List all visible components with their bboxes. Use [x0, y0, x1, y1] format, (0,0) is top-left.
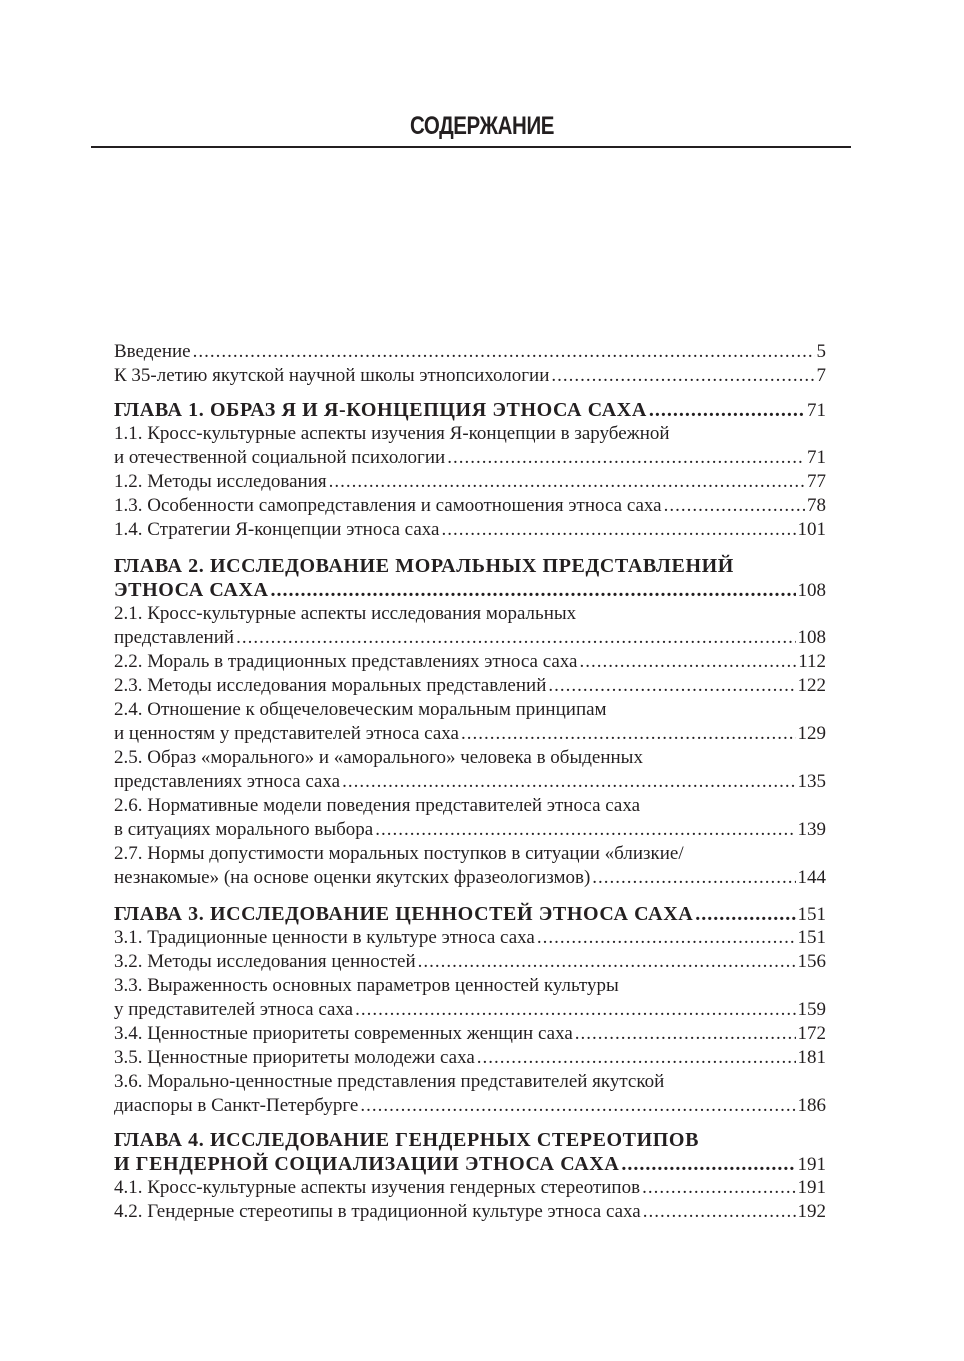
entry-title: 1.1. Кросс-культурные аспекты изучения Я-концепции в зарубежной: [114, 423, 670, 444]
page-number: 172: [797, 1023, 826, 1044]
entry-title: 4.1. Кросс-культурные аспекты изучения гендерных стереотипов: [114, 1177, 641, 1198]
page-number: 159: [797, 999, 826, 1020]
chapter-title: ГЛАВА 3. ИССЛЕДОВАНИЕ ЦЕННОСТЕЙ ЭТНОСА САХА: [114, 903, 694, 925]
page-number: 108: [797, 627, 826, 648]
entry-title: 3.4. Ценностные приоритеты современных женщин саха: [114, 1023, 573, 1044]
dot-leader: [551, 364, 814, 388]
dot-leader: [580, 650, 797, 674]
entry-title: 2.3. Методы исследования моральных представлений: [114, 675, 547, 696]
toc-entry-2-7[interactable]: [114, 866, 826, 890]
page-number: 151: [797, 927, 826, 948]
toc-entry-2-7-line1[interactable]: [114, 842, 826, 866]
toc-entry-2-6[interactable]: [114, 818, 826, 842]
page-number: 71: [807, 400, 826, 421]
toc-entry-3-5[interactable]: [114, 1046, 826, 1070]
entry-title: 3.3. Выраженность основных параметров ценностей культуры: [114, 975, 619, 996]
toc-entry-2-2[interactable]: [114, 650, 826, 674]
dot-leader: [575, 1022, 796, 1046]
page-number: 108: [797, 580, 826, 601]
dot-leader: [355, 998, 795, 1022]
dot-leader: [375, 818, 795, 842]
page-number: 71: [807, 447, 826, 468]
page-number: 122: [797, 675, 826, 696]
dot-leader: [441, 518, 795, 542]
toc-entry-3-1[interactable]: [114, 926, 826, 950]
toc-entry-3-6-line1[interactable]: [114, 1070, 826, 1094]
toc-entry-2-4-line1[interactable]: [114, 698, 826, 722]
entry-title: диаспоры в Санкт-Петербурге: [114, 1095, 359, 1116]
page-number: 77: [807, 471, 826, 492]
entry-title: представлений: [114, 627, 235, 648]
dot-leader: [342, 770, 795, 794]
entry-title: и ценностям у представителей этноса саха: [114, 723, 459, 744]
entry-title: 1.2. Методы исследования: [114, 471, 327, 492]
toc-entry-2-5[interactable]: [114, 770, 826, 794]
entry-title: 3.1. Традиционные ценности в культуре этноса саха: [114, 927, 535, 948]
chapter-title: ГЛАВА 2. ИССЛЕДОВАНИЕ МОРАЛЬНЫХ ПРЕДСТАВЛЕНИЙ: [114, 555, 734, 577]
entry-title: 4.2. Гендерные стереотипы в традиционной культуре этноса саха: [114, 1201, 641, 1222]
entry-title: у представителей этноса саха: [114, 999, 354, 1020]
entry-title: 1.4. Стратегии Я-концепции этноса саха: [114, 519, 440, 540]
chapter-title: ГЛАВА 1. ОБРАЗ Я И Я-КОНЦЕПЦИЯ ЭТНОСА САХА: [114, 399, 647, 421]
page-number: 5: [816, 341, 826, 362]
dot-leader: [649, 398, 805, 422]
dot-leader: [447, 446, 805, 470]
dot-leader: [329, 470, 805, 494]
page-number: 181: [797, 1047, 826, 1068]
toc-entry-3-3-line1[interactable]: [114, 974, 826, 998]
page-number: 129: [797, 723, 826, 744]
entry-title: 1.3. Особенности самопредставления и самоотношения этноса саха: [114, 495, 662, 516]
dot-leader: [537, 926, 796, 950]
entry-title: 2.2. Мораль в традиционных представлениях этноса саха: [114, 651, 578, 672]
page-number: 186: [797, 1095, 826, 1116]
toc-entry-2-1-line1[interactable]: [114, 602, 826, 626]
chapter-title: ГЛАВА 4. ИССЛЕДОВАНИЕ ГЕНДЕРНЫХ СТЕРЕОТИПОВ: [114, 1129, 700, 1151]
page-number: 112: [798, 651, 826, 672]
toc-chapter-1[interactable]: [114, 398, 826, 422]
entry-title: 2.7. Нормы допустимости моральных поступков в ситуации «близкие/: [114, 843, 684, 864]
dot-leader: [418, 950, 796, 974]
toc-entry-1-4[interactable]: [114, 518, 826, 542]
toc-entry-2-3[interactable]: [114, 674, 826, 698]
entry-title: 2.1. Кросс-культурные аспекты исследования моральных: [114, 603, 577, 624]
page-number: 156: [797, 951, 826, 972]
dot-leader: [477, 1046, 796, 1070]
dot-leader: [236, 626, 795, 650]
toc-entry-3-6[interactable]: [114, 1094, 826, 1118]
toc-chapter-2-line1[interactable]: [114, 554, 826, 578]
toc-entry-2-6-line1[interactable]: [114, 794, 826, 818]
dot-leader: [664, 494, 805, 518]
page-number: 191: [797, 1154, 826, 1175]
toc-entry-1-1-line1[interactable]: [114, 422, 826, 446]
dot-leader: [643, 1200, 796, 1224]
entry-title: К 35-летию якутской научной школы этнопсихологии: [114, 365, 550, 386]
toc-chapter-3[interactable]: [114, 902, 826, 926]
dot-leader: [360, 1094, 795, 1118]
page-number: 192: [797, 1201, 826, 1222]
toc-entry-4-1[interactable]: [114, 1176, 826, 1200]
toc-chapter-2[interactable]: [114, 578, 826, 602]
entry-title: 2.6. Нормативные модели поведения представителей этноса саха: [114, 795, 641, 816]
dot-leader: [592, 866, 795, 890]
toc-chapter-4-line1[interactable]: [114, 1128, 826, 1152]
entry-title: незнакомые» (на основе оценки якутских фразеологизмов): [114, 867, 591, 888]
page-number: 191: [797, 1177, 826, 1198]
page-number: 7: [816, 365, 826, 386]
dot-leader: [695, 902, 795, 926]
title-rule: [91, 146, 851, 148]
entry-title: Введение: [114, 341, 191, 362]
entry-title: 2.4. Отношение к общечеловеческим моральным принципам: [114, 699, 607, 720]
toc-entry-1-2[interactable]: [114, 470, 826, 494]
dot-leader: [642, 1176, 795, 1200]
page-number: 139: [797, 819, 826, 840]
page-number: 151: [797, 904, 826, 925]
entry-title: 2.5. Образ «морального» и «аморального» человека в обыденных: [114, 747, 643, 768]
toc-entry-3-3[interactable]: [114, 998, 826, 1022]
toc-entry-2-5-line1[interactable]: [114, 746, 826, 770]
dot-leader: [621, 1152, 795, 1176]
toc-entry-4-2[interactable]: [114, 1200, 826, 1224]
toc-entry-intro[interactable]: [114, 340, 826, 364]
page-number: 135: [797, 771, 826, 792]
toc-entry-2-4[interactable]: [114, 722, 826, 746]
entry-title: 3.6. Морально-ценностные представления представителей якутской: [114, 1071, 665, 1092]
dot-leader: [271, 578, 796, 602]
toc-entry-1-1[interactable]: [114, 446, 826, 470]
page-number: 101: [797, 519, 826, 540]
entry-title: 3.5. Ценностные приоритеты молодежи саха: [114, 1047, 475, 1068]
toc-entry-3-2[interactable]: [114, 950, 826, 974]
chapter-title: ЭТНОСА САХА: [114, 579, 269, 601]
toc-entry-2-1[interactable]: [114, 626, 826, 650]
toc-entry-anniversary[interactable]: [114, 364, 826, 388]
entry-title: 3.2. Методы исследования ценностей: [114, 951, 416, 972]
entry-title: в ситуациях морального выбора: [114, 819, 374, 840]
chapter-title: И ГЕНДЕРНОЙ СОЦИАЛИЗАЦИИ ЭТНОСА САХА: [114, 1153, 620, 1175]
toc-entry-3-4[interactable]: [114, 1022, 826, 1046]
page-title: СОДЕРЖАНИЕ: [409, 112, 555, 140]
toc-entry-1-3[interactable]: [114, 494, 826, 518]
toc-chapter-4[interactable]: [114, 1152, 826, 1176]
page-number: 78: [807, 495, 826, 516]
dot-leader: [461, 722, 796, 746]
dot-leader: [548, 674, 795, 698]
page-number: 144: [797, 867, 826, 888]
dot-leader: [193, 340, 815, 364]
entry-title: и отечественной социальной психологии: [114, 447, 446, 468]
entry-title: представлениях этноса саха: [114, 771, 341, 792]
